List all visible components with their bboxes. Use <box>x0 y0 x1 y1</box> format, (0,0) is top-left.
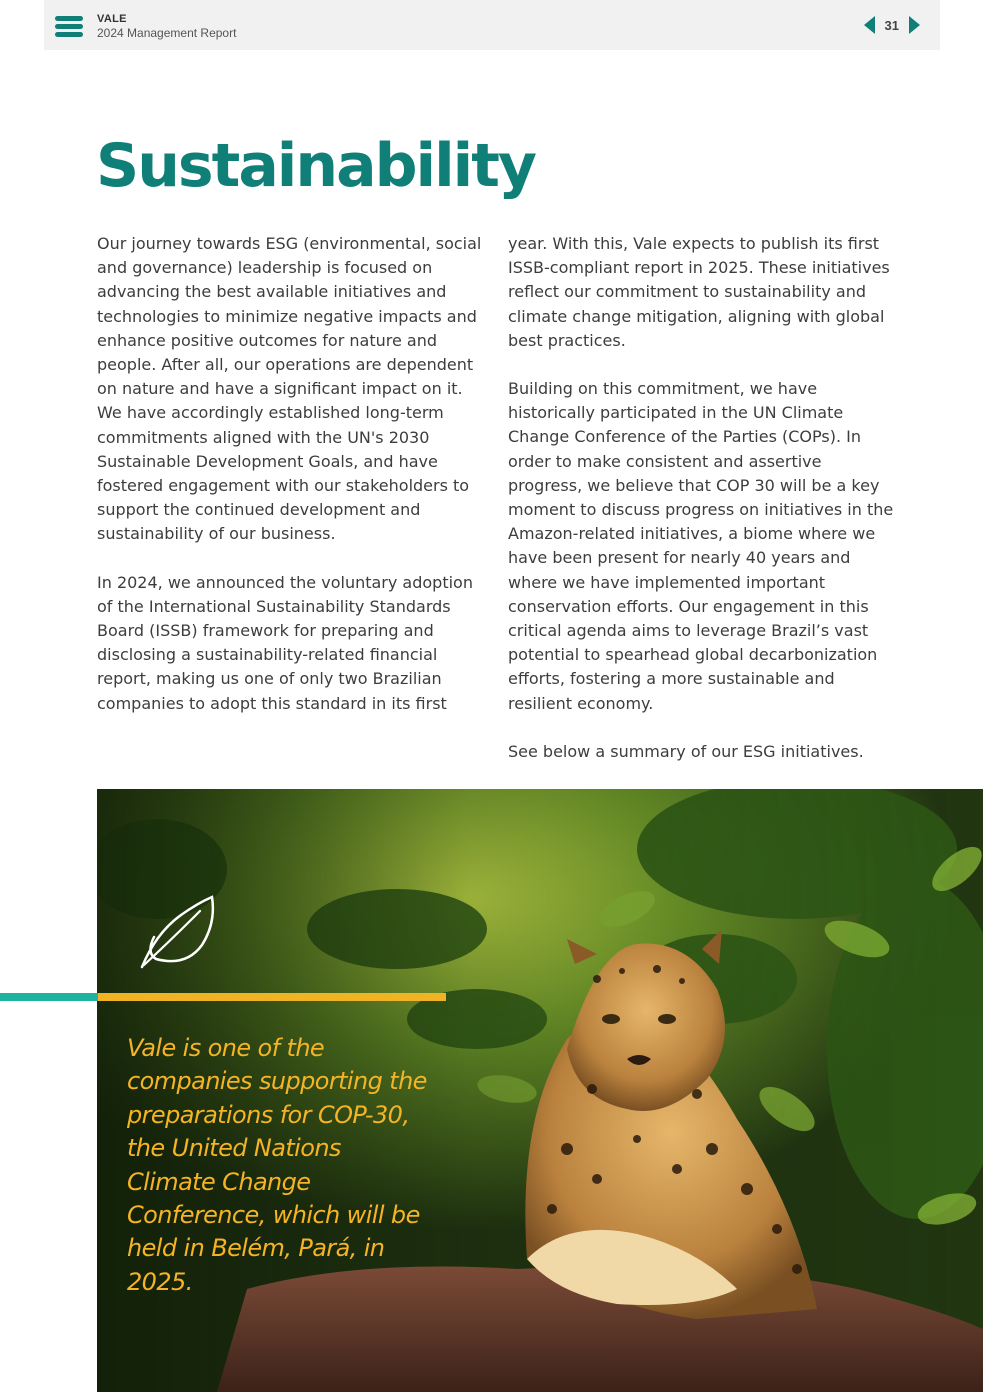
page-title: Sustainability <box>96 131 536 201</box>
previous-page-icon[interactable] <box>864 16 875 34</box>
body-paragraph: In 2024, we announced the voluntary adoption of the International Sustainability Standards Board (ISSB) framework for preparing and disclosing a sustainability-related financial report, making us one of only two Brazilian companies to adopt this standard in its first <box>97 572 473 713</box>
body-column-right <box>508 232 896 788</box>
body-paragraph: See below a summary of our ESG initiatives. <box>508 741 864 761</box>
body-column-left <box>97 232 485 740</box>
gold-accent-rule <box>98 993 446 1001</box>
report-brand <box>97 12 236 41</box>
body-paragraph: Our journey towards ESG (environmental, social and governance) leadership is focused on advancing the best available initiatives and technologies to minimize negative impacts and enhance positive outcomes for nature and people. After all, our operations are dependent on nature and have a significant impact on it. We have accordingly established long-term commitments aligned with the UN's 2030 Sustainable Development Goals, and have fostered engagement with our stakeholders to support the continued development and sustainability of our business. <box>97 234 482 544</box>
body-paragraph: year. With this, Vale expects to publish its first ISSB-compliant report in 2025. These initiatives reflect our commitment to sustainability and climate change mitigation, aligning with global best practices. <box>508 234 890 350</box>
highlight-quote: Vale is one of the companies supporting the preparations for COP-30, the United Nations Climate Change Conference, which will be held in Belém, Pará, in 2025. <box>127 1034 427 1296</box>
body-paragraph: Building on this commitment, we have historically participated in the UN Climate Change Conference of the Parties (COPs). In order to make consistent and assertive progress, we believe that COP 30 will be a key moment to discuss progress on initiatives in the Amazon-related initiatives, a biome where we have been present for nearly 40 years and where we have implemented important conservation efforts. Our engagement in this critical agenda aims to leverage Brazil’s vast potential to spearhead global decarbonization efforts, fostering a more sustainable and resilient economy. <box>508 379 894 713</box>
page-number: 31 <box>884 17 899 33</box>
next-page-icon[interactable] <box>909 16 920 34</box>
leaf-outline-icon <box>136 893 216 973</box>
page-pager <box>864 14 920 36</box>
company-name: VALE <box>97 13 127 25</box>
teal-accent-rule <box>0 993 98 1001</box>
report-name: 2024 Management Report <box>97 26 237 40</box>
hamburger-menu-icon[interactable] <box>55 16 83 38</box>
top-navigation-bar <box>44 0 940 50</box>
